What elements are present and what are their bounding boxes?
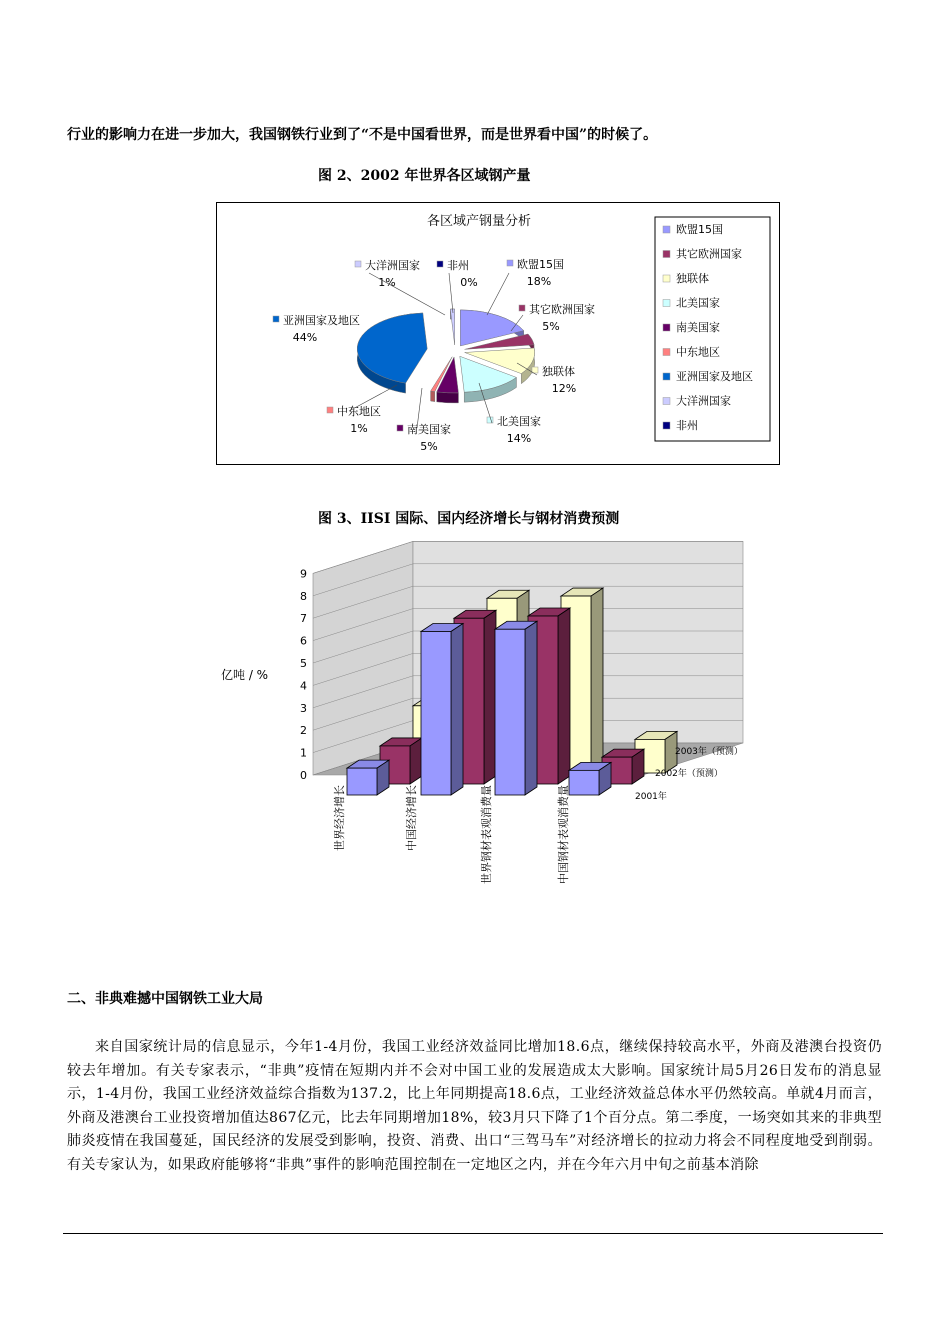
legend-swatch <box>663 422 670 429</box>
pie-data-label: 独联体 <box>542 365 575 378</box>
legend-label: 大洋洲国家 <box>676 394 731 408</box>
bar-side <box>525 621 537 795</box>
pie-slice-side <box>437 392 459 403</box>
pie-data-pct: 1% <box>378 276 396 289</box>
pie-slice <box>437 357 459 393</box>
category-label: 中国经济增长 <box>405 785 418 851</box>
pie-data-pct: 12% <box>551 382 577 395</box>
footer-rule <box>63 1233 883 1234</box>
pie-chart <box>217 203 779 464</box>
legend-swatch <box>663 398 670 405</box>
pie-data-label: 亚洲国家及地区 <box>283 314 360 327</box>
legend-swatch <box>663 251 670 258</box>
legend-swatch <box>663 349 670 356</box>
series-depth-label: 2001年 <box>635 792 667 802</box>
pie-data-pct: 44% <box>292 331 318 344</box>
pie-data-pct: 5% <box>542 320 560 333</box>
legend-label: 其它欧洲国家 <box>676 247 742 261</box>
y-tick-label: 6 <box>300 634 307 648</box>
pie-data-pct: 14% <box>506 432 532 445</box>
bar-side <box>558 608 570 784</box>
pie-data-pct: 0% <box>460 276 478 289</box>
section2-paragraph: 来自国家统计局的信息显示，今年1-4月份，我国工业经济效益同比增加18.6点，继续保持较高水平，外商及港澳台投资仍较去年增加。有关专家表示，“非典”疫情在短期内并不会对中国工业的发展造成太大影响。国家统计局5月26日发布的消息显示，1-4月份，我国工业经济效益综合指数为137.2，比上年同期提高18.6点，工业经济效益总体水平仍然较高。单就4月而言，外商及港澳台工业投资增加值达867亿元，比去年同期增加18%，较3月只下降了1个百分点。第二季度，一场突如其来的非典型肺炎疫情在我国蔓延，国民经济的发展受到影响，投资、消费、出口“三驾马车”对经济增长的拉动力将会不同程度地受到削弱。有关专家认为，如果政府能够将“非典”事件的影响范围控制在一定地区之内，并在今年六月中旬之前基本消除 <box>67 1039 882 1173</box>
bar-side <box>591 588 603 773</box>
intro-line: 行业的影响力在进一步加大，我国钢铁行业到了“不是中国看世界，而是世界看中国”的时候了。 <box>67 127 658 143</box>
section2-heading: 二、非典难撼中国钢铁工业大局 <box>67 991 263 1007</box>
series-depth-label: 2003年（预测） <box>675 747 743 757</box>
pie-slice-side <box>431 391 435 402</box>
pie-data-pct: 18% <box>526 275 552 288</box>
y-tick-label: 1 <box>300 746 307 760</box>
pie-label-marker <box>327 407 333 413</box>
legend-swatch <box>663 300 670 307</box>
legend-label: 独联体 <box>676 272 709 285</box>
y-tick-label: 5 <box>300 657 307 670</box>
pie-data-label: 北美国家 <box>497 415 541 428</box>
bar <box>347 768 377 795</box>
legend-label: 非州 <box>676 419 698 432</box>
pie-title: 各区域产钢量分析 <box>426 214 532 229</box>
category-label: 中国钢材表观消费量 <box>557 785 570 884</box>
bar-chart-3d <box>215 535 775 925</box>
pie-label-marker <box>355 261 361 267</box>
legend-label: 欧盟15国 <box>676 223 723 236</box>
pie-data-pct: 5% <box>420 440 438 453</box>
pie-chart-box <box>216 202 780 465</box>
category-label: 世界钢材表观消费量 <box>480 785 493 884</box>
section2-body <box>67 1036 882 1177</box>
pie-label-marker <box>437 261 443 267</box>
pie-label-marker <box>507 260 513 266</box>
pie-label-marker <box>397 425 403 431</box>
bar <box>495 629 525 795</box>
pie-leader-line <box>369 273 445 315</box>
legend-swatch <box>663 275 670 282</box>
y-tick-label: 9 <box>300 567 307 581</box>
pie-data-label: 非州 <box>447 259 469 272</box>
pie-label-marker <box>273 316 279 322</box>
figure3-caption: 图 3、IISI 国际、国内经济增长与钢材消费预测 <box>318 511 620 527</box>
category-label: 世界经济增长 <box>333 785 346 851</box>
bar <box>569 770 599 795</box>
legend-swatch <box>663 324 670 331</box>
pie-leader-line <box>449 273 453 313</box>
pie-slice <box>450 309 454 345</box>
y-tick-label: 8 <box>300 589 307 603</box>
legend-swatch <box>663 373 670 380</box>
pie-data-label: 南美国家 <box>407 423 451 436</box>
y-tick-label: 4 <box>300 679 307 693</box>
legend-swatch <box>663 226 670 233</box>
y-tick-label: 7 <box>300 612 307 626</box>
bar-side <box>484 610 496 784</box>
pie-data-label: 欧盟15国 <box>517 258 564 271</box>
pie-leader-line <box>487 273 509 315</box>
legend-label: 中东地区 <box>676 345 720 359</box>
legend-label: 北美国家 <box>676 296 720 310</box>
series-depth-label: 2002年（预测） <box>655 769 723 779</box>
legend-label: 南美国家 <box>676 321 720 334</box>
legend-label: 亚洲国家及地区 <box>676 370 753 383</box>
y-tick-label: 2 <box>300 724 307 738</box>
bar-side <box>451 623 463 795</box>
bar <box>421 631 451 795</box>
bar-side <box>410 738 422 784</box>
pie-data-label: 其它欧洲国家 <box>529 303 595 316</box>
pie-leader-line <box>417 388 422 428</box>
y-tick-label: 3 <box>300 701 307 715</box>
y-axis-label: 亿吨 / % <box>221 668 269 682</box>
pie-label-marker <box>487 417 493 423</box>
pie-data-label: 大洋洲国家 <box>365 259 420 272</box>
pie-label-marker <box>532 367 538 373</box>
figure2-caption: 图 2、2002 年世界各区域钢产量 <box>318 168 531 184</box>
pie-label-marker <box>519 305 525 311</box>
pie-data-label: 中东地区 <box>337 405 381 418</box>
y-tick-label: 0 <box>300 769 307 782</box>
pie-data-pct: 1% <box>350 422 368 435</box>
